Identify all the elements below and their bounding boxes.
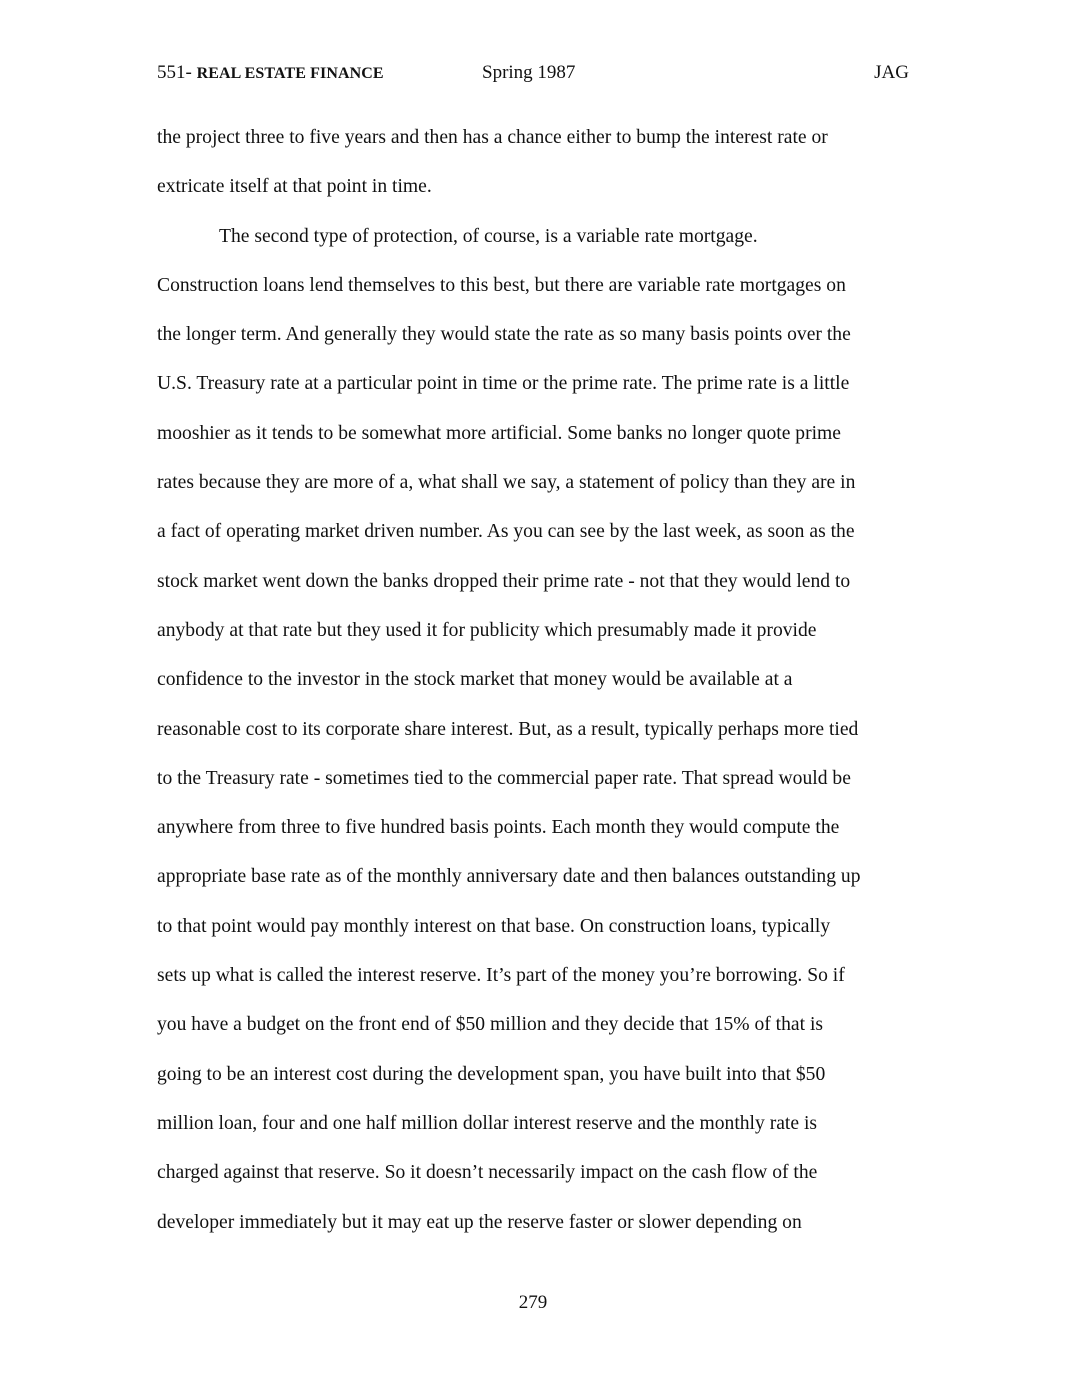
- text-line: the longer term. And generally they would state the rate as so many basis points over the: [157, 324, 851, 346]
- text-line: developer immediately but it may eat up the reserve faster or slower depending on: [157, 1211, 802, 1233]
- page-header: [157, 62, 909, 90]
- text-line: sets up what is called the interest reserve. It’s part of the money you’re borrowing. So if: [157, 965, 845, 987]
- text-line: to that point would pay monthly interest on that base. On construction loans, typically: [157, 915, 831, 937]
- course-number: 551-: [157, 62, 197, 83]
- author-initials: JAG: [874, 62, 909, 83]
- text-line: anywhere from three to five hundred basis points. Each month they would compute the: [157, 817, 840, 839]
- text-line: you have a budget on the front end of $50 million and they decide that 15% of that is: [157, 1014, 824, 1036]
- text-line: charged against that reserve. So it doesn’t necessarily impact on the cash flow of the: [157, 1162, 818, 1184]
- text-line: reasonable cost to its corporate share interest. But, as a result, typically perhaps more tied: [157, 718, 859, 740]
- text-line: extricate itself at that point in time.: [157, 176, 432, 198]
- term: Spring 1987: [482, 62, 576, 83]
- text-line: to the Treasury rate - sometimes tied to the commercial paper rate. That spread would be: [157, 767, 851, 789]
- text-line: million loan, four and one half million dollar interest reserve and the monthly rate is: [157, 1112, 818, 1134]
- course-name: REAL ESTATE FINANCE: [196, 65, 384, 82]
- text-line: the project three to five years and then has a chance either to bump the interest rate or: [157, 127, 828, 148]
- page-number: 279: [518, 1292, 548, 1313]
- text-line: Construction loans lend themselves to this best, but there are variable rate mortgages on: [157, 274, 846, 296]
- course-title: [157, 62, 384, 84]
- text-line: going to be an interest cost during the development span, you have built into that $50: [157, 1063, 826, 1085]
- text-line: mooshier as it tends to be somewhat more artificial. Some banks no longer quote prime: [157, 422, 841, 444]
- text-line: rates because they are more of a, what shall we say, a statement of policy than they are in: [157, 472, 856, 494]
- body-text: [157, 121, 917, 1255]
- text-line: U.S. Treasury rate at a particular point in time or the prime rate. The prime rate is a little: [157, 373, 850, 395]
- text-line: confidence to the investor in the stock market that money would be available at a: [157, 669, 793, 691]
- text-line: anybody at that rate but they used it for publicity which presumably made it provide: [157, 619, 817, 641]
- text-line: appropriate base rate as of the monthly anniversary date and then balances outstanding up: [157, 866, 861, 888]
- text-line: stock market went down the banks dropped their prime rate - not that they would lend to: [157, 570, 851, 592]
- text-line: a fact of operating market driven number. As you can see by the last week, as soon as the: [157, 521, 855, 543]
- text-line: The second type of protection, of course, is a variable rate mortgage.: [219, 225, 758, 247]
